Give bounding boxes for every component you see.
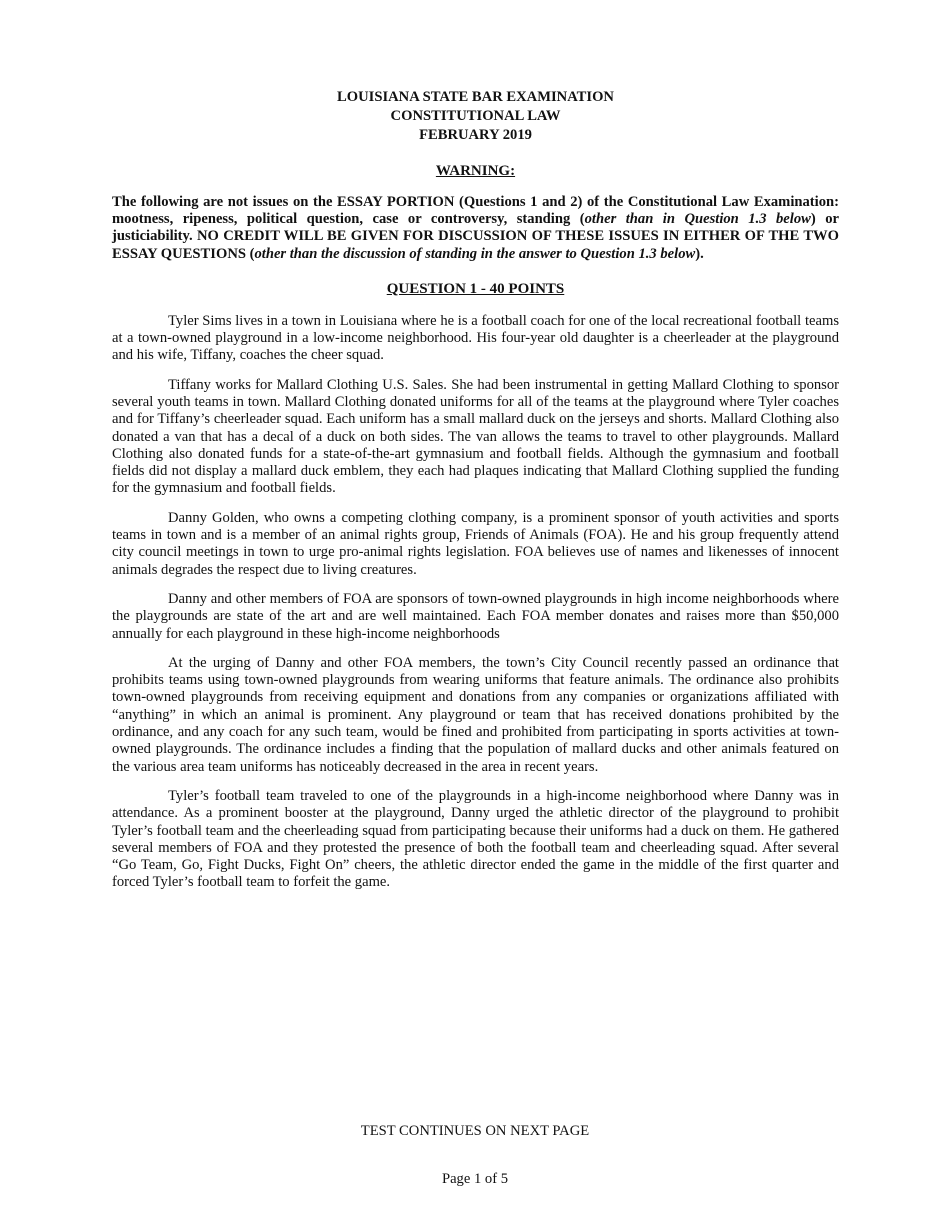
exam-header [112,88,839,145]
header-line-3: FEBRUARY 2019 [419,127,532,143]
warning-text [112,194,839,263]
question-paragraph-6: Tyler’s football team traveled to one of the playgrounds in a high-income neighborhood where Danny was in attendance. As a prominent booster at the playground, Danny urged the athletic director of the playground to prohibit Tyler’s football team and the cheerleading squad from participating because their uniforms had a duck on them. He gathered several members of FOA and they protested the presence of both the football team and cheerleading squad. After several “Go Team, Go, Fight Ducks, Fight On” cheers, the athletic director ended the game in the middle of the first quarter and forced Tyler’s football team to forfeit the game. [112,787,839,891]
warning-part-3: ). [695,245,704,262]
test-continues-notice: TEST CONTINUES ON NEXT PAGE [360,1123,590,1139]
question-paragraph-3: Danny Golden, who owns a competing clothing company, is a prominent sponsor of youth activities and sports teams in town and is a member of an animal rights group, Friends of Animals (FOA). He and his group frequently attend city council meetings in town to urge pro-animal rights legislation. FOA believes use of names and likenesses of innocent animals degrades the respect due to living creatures. [112,509,839,578]
warning-title: WARNING: [435,163,516,179]
question-paragraph-4: Danny and other members of FOA are sponsors of town-owned playgrounds in high income neighborhoods where the playgrounds are state of the art and are well maintained. Each FOA member donates and raises more than $50,000 annually for each playground in these high-income neighborhoods [112,590,839,642]
header-line-1: LOUISIANA STATE BAR EXAMINATION [337,89,614,105]
page-content [112,88,839,892]
warning-part-2: ) or justiciability. NO CREDIT WILL BE GIVEN FOR DISCUSSION OF THESE ISSUES IN EITHER OF THE TWO ESSAY QUESTIONS ( [112,211,839,262]
question-title: QUESTION 1 - 40 POINTS [386,280,565,297]
warning-part-1: The following are not issues on the ESSAY PORTION (Questions 1 and 2) of the Constitutional Law Examination: mootness, ripeness, political question, case or controversy, standing ( [112,194,839,228]
question-paragraph-2: Tiffany works for Mallard Clothing U.S. Sales. She had been instrumental in getting Mallard Clothing to sponsor several youth teams in town. Mallard Clothing donated uniforms for all of the teams at the playground where Tyler coaches and for Tiffany’s cheerleader squad. Each uniform has a small mallard duck on the jerseys and shorts. Mallard Clothing also donated a van that has a decal of a duck on both sides. The van allows the teams to travel to other playgrounds. Mallard Clothing also donated funds for a state-of-the-art gymnasium and football fields. Although the gymnasium and football fields did not display a mallard duck emblem, they each had plaques indicating that Mallard Clothing supplied the funding for the gymnasium and football fields. [112,376,839,497]
page-number: Page 1 of 5 [441,1171,509,1187]
question-paragraph-5: At the urging of Danny and other FOA members, the town’s City Council recently passed an ordinance that prohibits teams using town-owned playgrounds from wearing uniforms that feature animals. The ordinance also prohibits town-owned playgrounds from receiving equipment and donations from any companies or organizations affiliated with “anything” in which an animal is prominent. Any playground or team that has received donations prohibited by the ordinance, and any coach for any such team, would be fined and prohibited from participating in sports activities at town-owned playgrounds. The ordinance includes a finding that the population of mallard ducks and other animals featured on the various area team uniforms has noticeably decreased in the area in recent years. [112,654,839,775]
warning-italic-2: other than the discussion of standing in the answer to Question 1.3 below [254,245,696,262]
warning-italic-1: other than in Question 1.3 below [584,211,811,228]
header-line-2: CONSTITUTIONAL LAW [390,108,561,124]
question-paragraph-1: Tyler Sims lives in a town in Louisiana where he is a football coach for one of the local recreational football teams at a town-owned playground in a low-income neighborhood. His four-year old daughter is a cheerleader at the playground and his wife, Tiffany, coaches the cheer squad. [112,312,839,364]
